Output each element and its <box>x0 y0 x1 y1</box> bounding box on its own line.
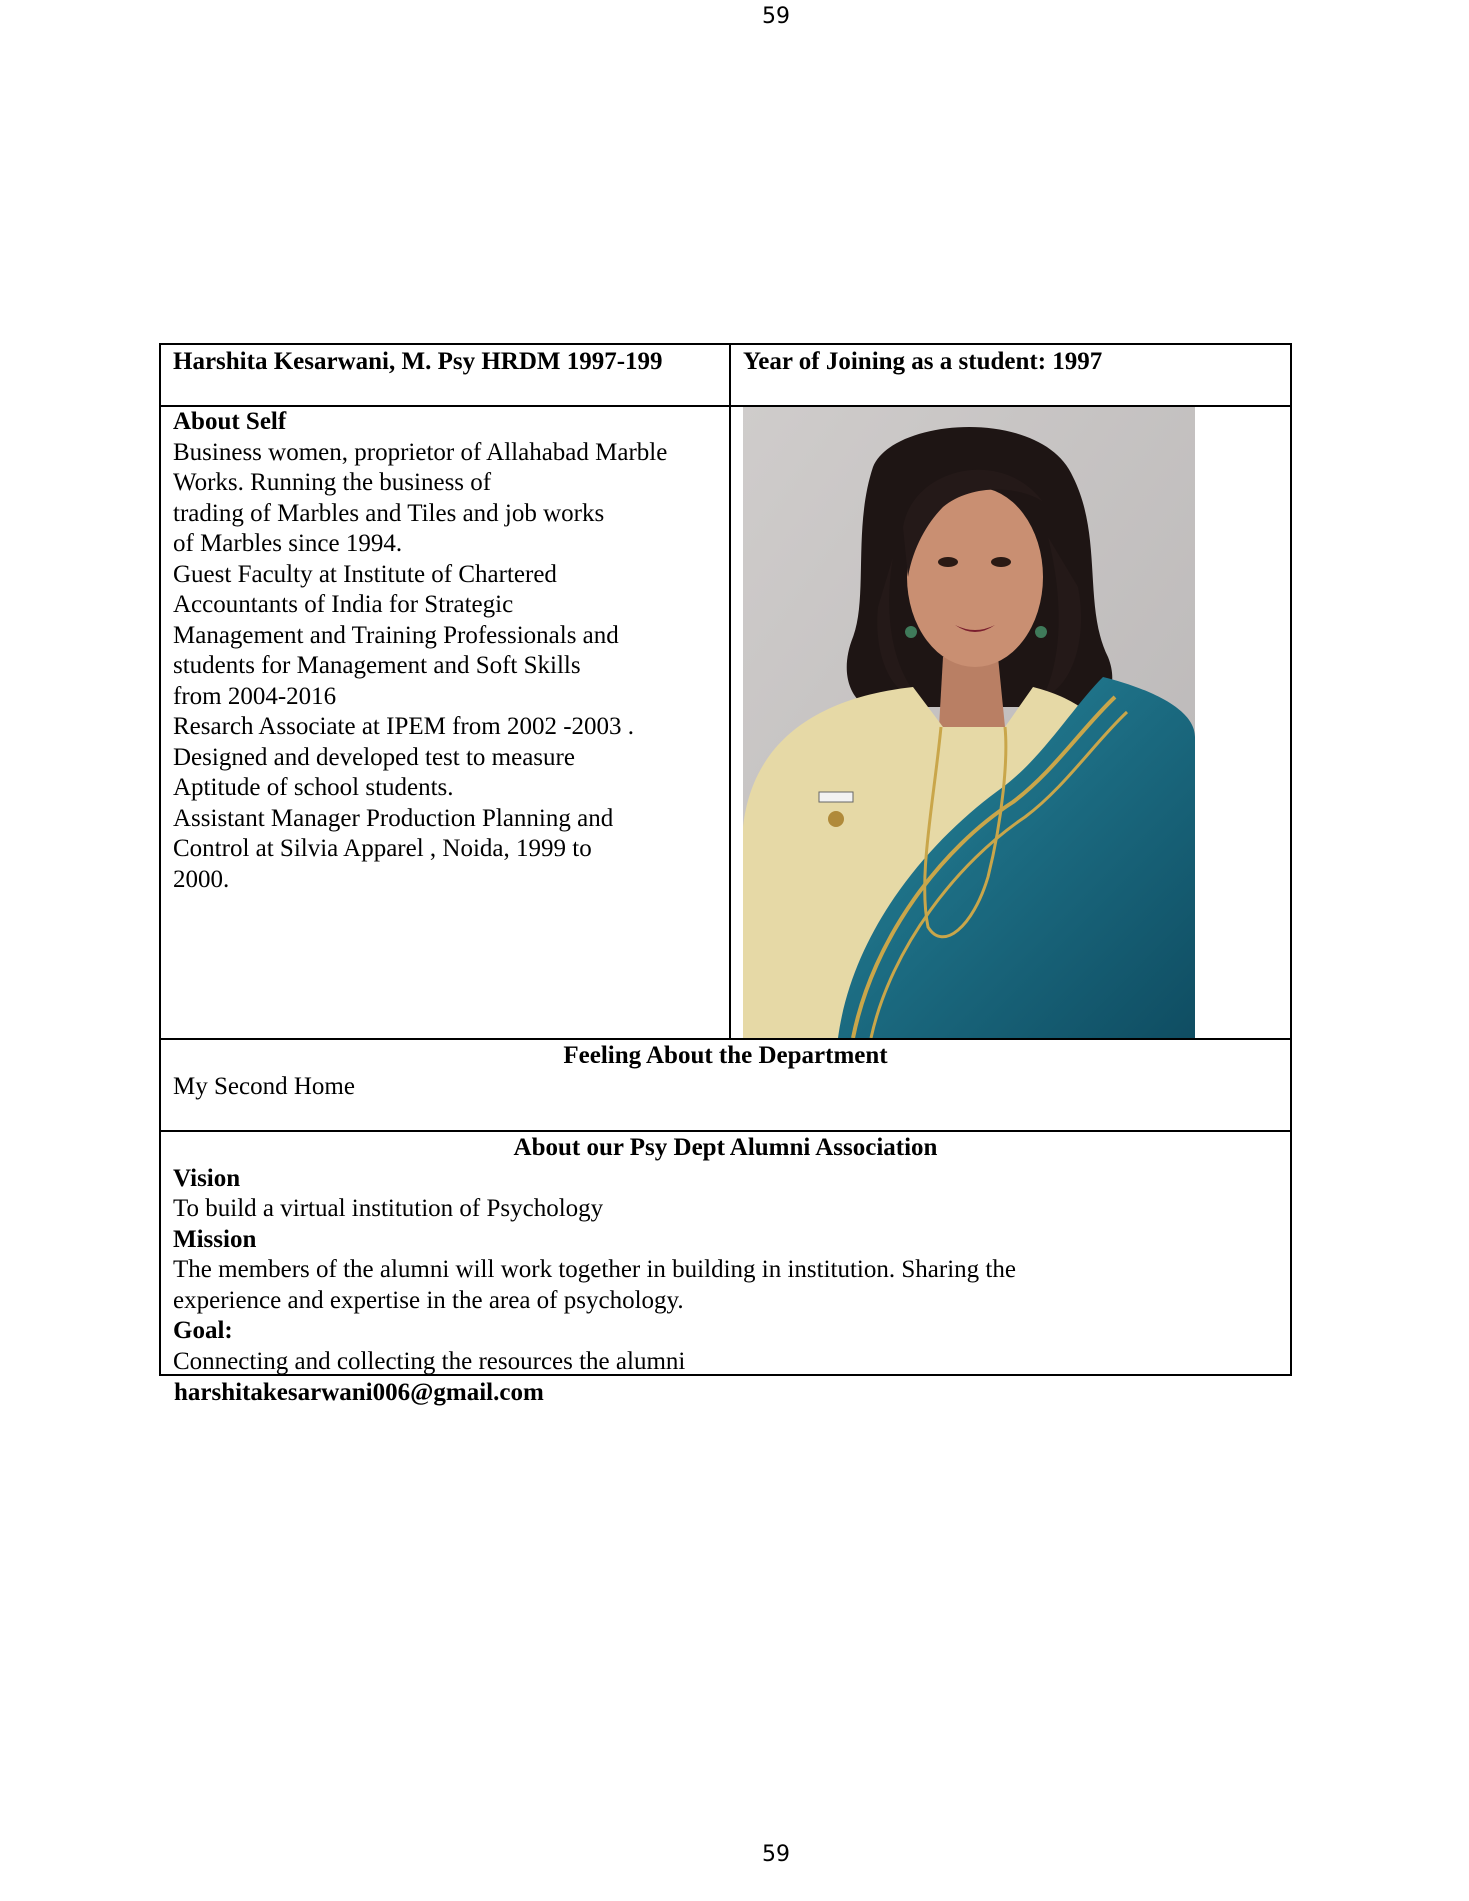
name-cell: Harshita Kesarwani, M. Psy HRDM 1997-199 <box>161 345 731 405</box>
about-line: of Marbles since 1994. <box>173 530 403 557</box>
photo-cell <box>731 407 1290 1038</box>
about-line: Aptitude of school students. <box>173 774 454 801</box>
about-self-heading: About Self <box>173 408 287 435</box>
about-line: Resarch Associate at IPEM from 2002 -2003 . <box>173 713 635 740</box>
association-row <box>161 1132 1290 1374</box>
goal-text: Connecting and collecting the resources the alumni <box>173 1347 686 1375</box>
about-line: Guest Faculty at Institute of Chartered <box>173 560 557 588</box>
about-line: Management and Training Professionals and <box>173 621 619 649</box>
alumni-profile-table <box>159 343 1292 1376</box>
about-line: Designed and developed test to measure <box>173 743 575 771</box>
about-self-cell <box>161 407 731 1038</box>
feeling-row <box>161 1040 1290 1132</box>
about-line: Control at Silvia Apparel , Noida, 1999 to <box>173 835 592 862</box>
page-number-top: 59 <box>762 4 790 29</box>
profile-photo <box>743 407 1195 1038</box>
profile-header-row <box>161 345 1290 407</box>
association-heading: About our Psy Dept Alumni Association <box>513 1134 938 1161</box>
about-line: Works. Running the business of <box>173 469 492 496</box>
about-line: Business women, proprietor of Allahabad Marble <box>173 438 668 466</box>
about-line: Assistant Manager Production Planning and <box>173 804 614 832</box>
about-line: trading of Marbles and Tiles and job works <box>173 499 605 527</box>
vision-text: To build a virtual institution of Psychology <box>173 1195 604 1222</box>
feeling-heading: Feeling About the Department <box>563 1042 888 1069</box>
about-row <box>161 407 1290 1040</box>
joining-year-cell: Year of Joining as a student: 1997 <box>743 348 1103 375</box>
mission-label: Mission <box>173 1225 257 1253</box>
about-line: students for Management and Soft Skills <box>173 652 581 679</box>
about-line: Accountants of India for Strategic <box>173 591 514 618</box>
email-address: harshitakesarwani006@gmail.com <box>174 1379 544 1406</box>
vision-label: Vision <box>173 1164 241 1192</box>
about-line: from 2004-2016 <box>173 682 337 710</box>
page-number-bottom: 59 <box>762 1842 790 1867</box>
goal-label: Goal: <box>173 1317 233 1344</box>
about-line: 2000. <box>173 865 230 893</box>
portrait-illustration <box>743 407 1195 1038</box>
mission-text: The members of the alumni will work together in building in institution. Sharing the experience and expertise in the area of psychology. <box>173 1256 1016 1314</box>
feeling-text: My Second Home <box>173 1072 355 1100</box>
